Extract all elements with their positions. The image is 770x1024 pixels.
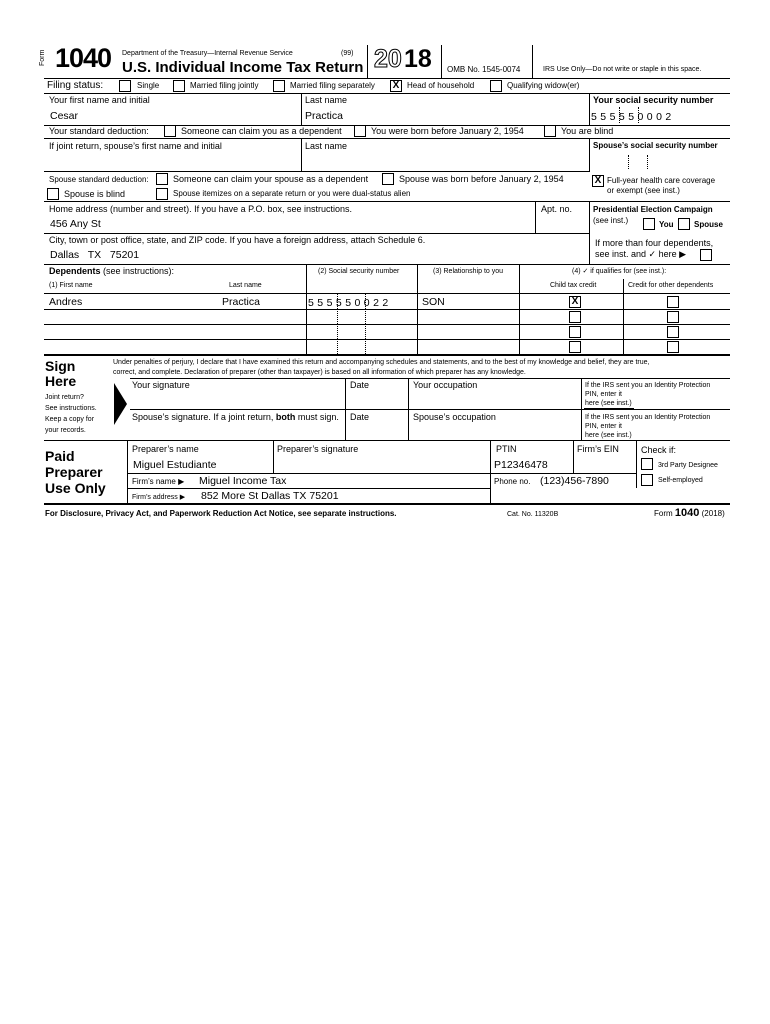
health-coverage-line1: Full-year health care coverage [607, 176, 716, 185]
preparer-title-line3: Use Only [45, 480, 106, 496]
ssn-digit: 5 [591, 111, 597, 123]
spouse-sig-text-pre: Spouse’s signature. If a joint return, [132, 412, 276, 422]
checkbox-spouse-born-before[interactable] [382, 173, 394, 185]
sign-bottom-rule [44, 440, 730, 441]
dependent-relationship[interactable]: SON [422, 296, 445, 308]
dependent-row-rule [44, 309, 730, 310]
dependent-row-rule [44, 339, 730, 340]
checkbox-health-coverage[interactable]: X [592, 175, 604, 187]
footer-form-number: 1040 [674, 507, 700, 519]
checkbox-self-employed[interactable] [641, 474, 653, 486]
campaign-you-label: You [659, 220, 674, 229]
checkbox-other-dependent-credit[interactable] [667, 311, 679, 323]
checkbox-spouse-blind[interactable] [47, 188, 59, 200]
form-code: (99) [341, 50, 354, 57]
sign-top-rule [130, 378, 730, 379]
ssn-label: Your social security number [593, 95, 714, 105]
dependent-last-name[interactable]: Practica [222, 296, 260, 308]
address-rule [44, 233, 590, 234]
dep-ssn-label: (2) Social security number [318, 268, 400, 275]
header-divider-3 [532, 45, 533, 78]
preparer-bottom-rule [44, 503, 730, 505]
dependents-title-suffix: (see instructions): [100, 266, 175, 276]
firm-address-label: Firm’s address ▶ [132, 494, 186, 501]
ssn-divider [589, 93, 590, 125]
ssn-digit: 5 [628, 111, 635, 123]
ssn-digit: 5 [317, 297, 324, 309]
pin-note-1: If the IRS sent you an Identity Protection [585, 382, 711, 389]
firm-name-field[interactable]: Miguel Income Tax [199, 475, 287, 487]
perjury-statement-1: Under penalties of perjury, I declare that I have examined this return and accompanying schedules and statements, and to the best of my knowledge and belief, they are true, [113, 359, 650, 366]
firm-address-field[interactable]: 852 More St Dallas TX 75201 [201, 490, 339, 502]
ssn-sep-2 [638, 107, 639, 123]
irs-use-only: IRS Use Only—Do not write or staple in this space. [543, 66, 702, 73]
checkbox-campaign-you[interactable] [643, 218, 655, 230]
ssn-digit: 2 [373, 297, 379, 309]
spouse-ssn-label: Spouse’s social security number [593, 141, 718, 150]
ssn-digit: 0 [354, 297, 361, 309]
ssn-digit: 5 [308, 297, 314, 309]
dep-header-rule [44, 293, 730, 294]
checkbox-child-tax-credit[interactable]: X [569, 296, 581, 308]
header-divider-1 [367, 45, 368, 78]
ssn-digit: 2 [382, 297, 389, 309]
spouse-ssn-divider [589, 138, 590, 171]
city-state-zip-field[interactable]: Dallas TX 75201 [50, 249, 140, 261]
sign-date-label: Date [350, 380, 370, 390]
footer-form-label: Form [654, 509, 673, 518]
filing-status-married-separately: Married filing separately [290, 81, 375, 90]
preparer-ptin-divider [490, 440, 491, 503]
dep-other-credit-label: Credit for other dependents [628, 282, 714, 289]
filing-status-married-jointly: Married filing jointly [190, 81, 259, 90]
checkbox-third-party[interactable] [641, 458, 653, 470]
dependents-title: Dependents [49, 266, 101, 276]
ssn-digit: 5 [618, 111, 625, 123]
checkbox-married-separately[interactable] [273, 80, 285, 92]
dependent-ssn-sep [365, 309, 366, 324]
dependent-ssn[interactable] [308, 297, 392, 309]
year-outline: 20 [374, 45, 402, 73]
spouse-pin-note-1: If the IRS sent you an Identity Protection [585, 414, 711, 421]
form-number: 1040 [55, 43, 112, 73]
phone-field[interactable]: (123)456-7890 [540, 475, 609, 487]
your-signature-label: Your signature [132, 380, 190, 390]
form-title: U.S. Individual Income Tax Return [122, 59, 364, 76]
ssn-digit: 5 [609, 111, 616, 123]
preparer-signature-label: Preparer’s signature [277, 444, 359, 454]
ssn-digit: 5 [335, 297, 342, 309]
disclosure-notice: For Disclosure, Privacy Act, and Paperwork Reduction Act Notice, see separate instructions. [45, 509, 397, 518]
checkbox-other-dependent-credit[interactable] [667, 341, 679, 353]
preparer-ein-divider [573, 440, 574, 473]
firm-name-label: Firm’s name ▶ [132, 477, 185, 486]
preparer-title-line2: Preparer [45, 464, 103, 480]
checkbox-campaign-spouse[interactable] [678, 218, 690, 230]
deduction-rule [44, 138, 730, 139]
dep-relationship-label: (3) Relationship to you [433, 268, 504, 275]
footer-form-id [654, 508, 725, 519]
campaign-see-inst: (see inst.) [593, 216, 629, 225]
sign-mid-rule [130, 409, 730, 410]
blind-label: You are blind [561, 126, 614, 136]
form-vertical-label: Form [39, 49, 46, 66]
more-dependents-line2: see inst. and ✓ here ▶ [595, 249, 687, 259]
home-address-label: Home address (number and street). If you have a P.O. box, see instructions. [49, 204, 352, 214]
apt-label: Apt. no. [541, 204, 573, 214]
born-before-label: You were born before January 2, 1954 [371, 126, 524, 136]
spouse-claimed-label: Someone can claim your spouse as a dependent [173, 174, 369, 184]
city-rule [44, 264, 730, 265]
phone-label: Phone no. [494, 477, 531, 486]
std-deduction-label: Your standard deduction: [49, 126, 149, 136]
your-occupation-label: Your occupation [413, 380, 478, 390]
pin-note-3: here (see inst.) [585, 400, 632, 407]
preparer-sig-divider [273, 440, 274, 473]
self-employed-label: Self-employed [658, 477, 703, 484]
joint-return-note-1: Joint return? [45, 394, 84, 401]
preparer-name-field[interactable]: Miguel Estudiante [133, 459, 217, 471]
header-divider-2 [441, 45, 442, 78]
dependent-ssn-sep [365, 339, 366, 354]
dependents-bottom-rule [44, 354, 730, 356]
ssn-digit: 0 [646, 111, 653, 123]
dep-qualifies-label: (4) ✓ if qualifies for (see inst.): [572, 268, 667, 275]
spouse-name-divider [301, 138, 302, 171]
name-divider [301, 93, 302, 125]
spouse-itemizes-label: Spouse itemizes on a separate return or you were dual-status alien [173, 189, 411, 198]
checkbox-child-tax-credit[interactable] [569, 311, 581, 323]
first-name-field[interactable]: Cesar [50, 110, 79, 122]
checkbox-married-jointly[interactable] [173, 80, 185, 92]
checkbox-spouse-itemizes[interactable] [156, 188, 168, 200]
footer-form-year: (2018) [701, 509, 725, 518]
header-rule [44, 78, 730, 79]
checkbox-head-of-household[interactable]: X [390, 80, 402, 92]
checkbox-other-dependent-credit[interactable] [667, 296, 679, 308]
city-label: City, town or post office, state, and ZIP code. If you have a foreign address, attach Schedule 6. [49, 235, 426, 245]
spouse-first-name-label: If joint return, spouse’s first name and initial [49, 141, 222, 151]
dep-first-name-label: (1) First name [49, 282, 93, 289]
ssn-field[interactable] [591, 111, 675, 123]
sign-title-line1: Sign [45, 358, 76, 374]
last-name-label: Last name [305, 95, 348, 105]
checkbox-single[interactable] [119, 80, 131, 92]
checkbox-spouse-claimed[interactable] [156, 173, 168, 185]
dep-last-name-label: Last name [229, 282, 262, 289]
checkbox-more-dependents[interactable] [700, 249, 712, 261]
ssn-digit: 5 [600, 111, 607, 123]
spouse-ssn-sep-2 [647, 155, 648, 169]
checkbox-other-dependent-credit[interactable] [667, 326, 679, 338]
dependent-ssn-sep [337, 324, 338, 339]
preparer-left-divider [127, 440, 128, 503]
spouse-sig-text-bold: both [275, 412, 296, 422]
joint-return-note-3: Keep a copy for [45, 416, 95, 423]
preparer-row2-rule [127, 488, 491, 489]
department-label: Department of the Treasury—Internal Revenue Service [122, 50, 293, 57]
sign-arrow-icon [114, 383, 128, 425]
dependent-ssn-sep [365, 324, 366, 339]
dependent-ssn-sep [337, 339, 338, 354]
dependents-header [49, 267, 174, 276]
check-if-label: Check if: [641, 445, 677, 455]
ssn-digit: 2 [665, 111, 672, 123]
spouse-deduction-rule [44, 201, 730, 202]
pin-note-2: PIN, enter it [585, 391, 622, 398]
checkbox-child-tax-credit[interactable] [569, 341, 581, 353]
spouse-name-rule [44, 171, 590, 172]
catalog-number: Cat. No. 11320B [507, 511, 559, 518]
checkbox-blind[interactable] [544, 125, 556, 137]
campaign-spouse-label: Spouse [694, 220, 723, 229]
home-address-field[interactable]: 456 Any St [50, 218, 101, 230]
ptin-field[interactable]: P12346478 [494, 459, 548, 471]
filing-status-rule [44, 93, 730, 94]
spouse-pin-note-3: here (see inst.) [585, 432, 632, 439]
ssn-digit: 5 [326, 297, 333, 309]
ptin-label: PTIN [496, 444, 517, 454]
preparer-check-divider [636, 440, 637, 488]
spouse-signature-label [132, 413, 339, 422]
joint-return-note-4: your records. [45, 427, 86, 434]
joint-return-note-2: See instructions. [45, 405, 97, 412]
spouse-ssn-sep-1 [628, 155, 629, 169]
health-coverage-line2: or exempt (see inst.) [607, 186, 680, 195]
year-bold: 18 [404, 45, 432, 73]
spouse-occupation-label: Spouse’s occupation [413, 412, 496, 422]
claimed-dependent-label: Someone can claim you as a dependent [181, 126, 342, 136]
spouse-date-label: Date [350, 412, 370, 422]
ssn-digit: 0 [363, 297, 370, 309]
filing-status-single: Single [137, 81, 160, 90]
filing-status-qualifying-widow: Qualifying widow(er) [507, 81, 580, 90]
spouse-pin-note-2: PIN, enter it [585, 423, 622, 430]
apt-divider [535, 201, 536, 233]
third-party-label: 3rd Party Designee [658, 462, 718, 469]
preparer-row1-rule [127, 473, 636, 474]
dependent-ssn-sep [337, 309, 338, 324]
spouse-sig-text-post: must sign. [295, 412, 339, 422]
checkbox-born-before[interactable] [354, 125, 366, 137]
filing-status-label: Filing status: [47, 80, 104, 91]
dependent-ssn-sep [337, 294, 338, 309]
checkbox-child-tax-credit[interactable] [569, 326, 581, 338]
preparer-name-label: Preparer’s name [132, 444, 199, 454]
checkbox-claimed-dependent[interactable] [164, 125, 176, 137]
dependent-row-rule [44, 324, 730, 325]
last-name-field[interactable]: Practica [305, 110, 343, 122]
spouse-deduction-label: Spouse standard deduction: [49, 175, 149, 184]
ssn-digit: 5 [345, 297, 352, 309]
spouse-last-name-label: Last name [305, 141, 348, 151]
perjury-statement-2: correct, and complete. Declaration of preparer (other than taxpayer) is based on all information of which preparer has any knowledge. [113, 369, 526, 376]
preparer-title-line1: Paid [45, 448, 75, 464]
firm-ein-label: Firm’s EIN [577, 444, 619, 454]
dep-child-credit-label: Child tax credit [550, 282, 597, 289]
more-dependents-line1: If more than four dependents, [595, 238, 714, 248]
campaign-title: Presidential Election Campaign [593, 205, 713, 214]
dependent-ssn-sep [365, 294, 366, 309]
ssn-digit: 0 [656, 111, 662, 123]
filing-status-head-of-household: Head of household [407, 81, 475, 90]
sign-title-line2: Here [45, 373, 77, 389]
spouse-blind-label: Spouse is blind [64, 189, 126, 199]
dependent-first-name[interactable]: Andres [49, 296, 83, 308]
ssn-digit: 0 [637, 111, 644, 123]
spouse-born-before-label: Spouse was born before January 2, 1954 [399, 174, 564, 184]
first-name-label: Your first name and initial [49, 95, 150, 105]
dep-col-div-4 [623, 279, 624, 354]
checkbox-qualifying-widow[interactable] [490, 80, 502, 92]
ssn-sep-1 [619, 107, 620, 123]
omb-number: OMB No. 1545-0074 [447, 65, 521, 74]
